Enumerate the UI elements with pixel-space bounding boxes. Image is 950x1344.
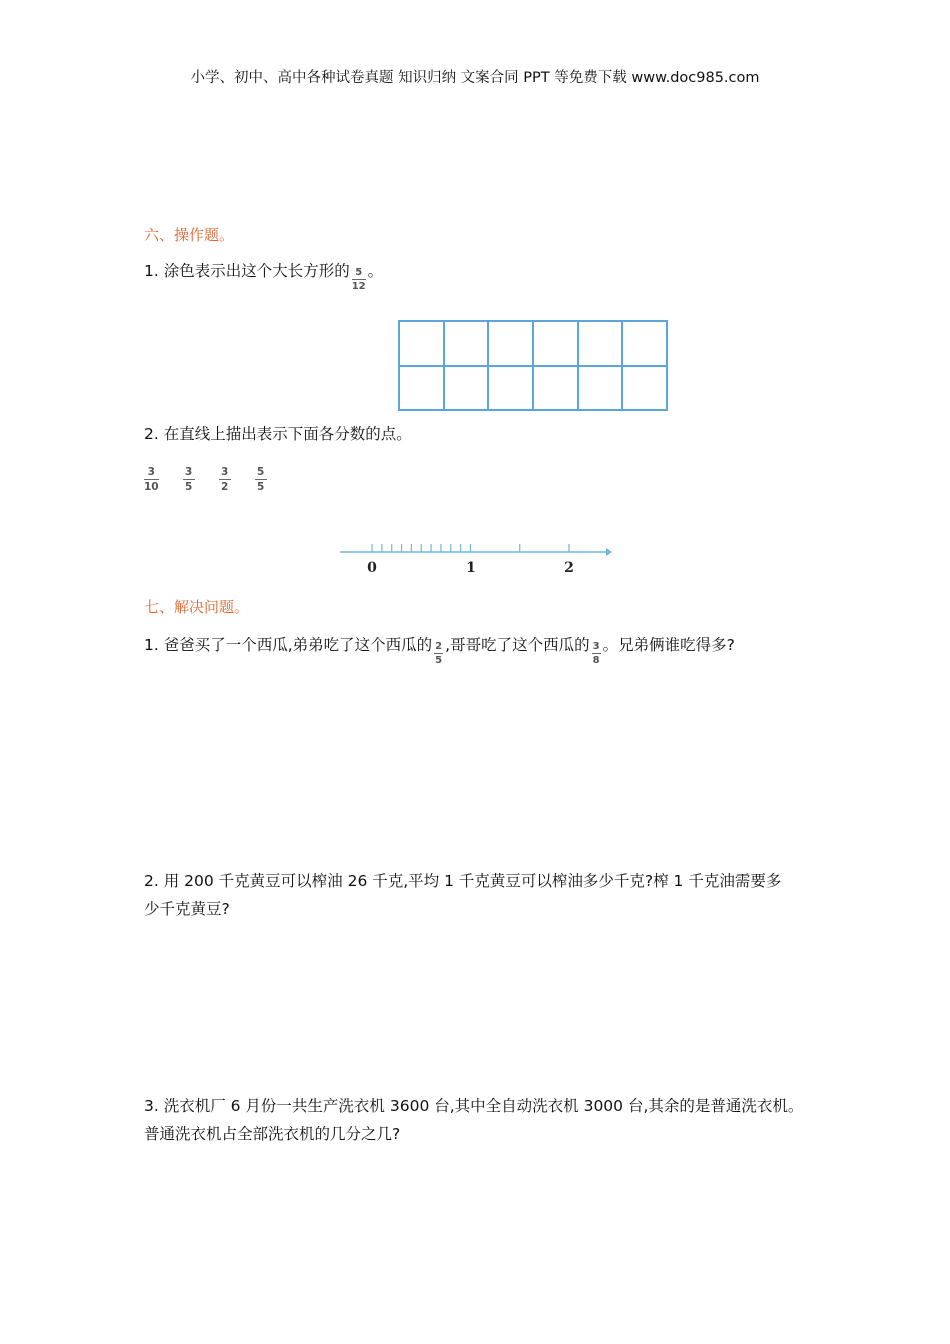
number-line-ticks [372, 544, 569, 552]
question-7-2-line2: 少千克黄豆? [144, 900, 230, 918]
grid-cell[interactable] [622, 366, 667, 411]
question-7-1: 1. 爸爸买了一个西瓜,弟弟吃了这个西瓜的 $\frac{2}{5}$ ,哥哥吃了这个西瓜的 $\frac{3}{8}$ 。兄弟俩谁吃得多? [144, 636, 735, 666]
fraction-3-2: $\frac{3}{2}$ [219, 466, 231, 493]
number-line-arrow-icon [606, 548, 612, 556]
question-7-2-line1: 2. 用 200 千克黄豆可以榨油 26 千克,平均 1 千克黄豆可以榨油多少千克?榨 1 千克油需要多 [144, 872, 782, 890]
axis-label-2: 2 [564, 560, 574, 576]
fraction-3-8: $\frac{3}{8}$ [592, 641, 600, 666]
question-7-3-line2: 普通洗衣机占全部洗衣机的几分之几? [144, 1125, 401, 1143]
grid-cell[interactable] [578, 321, 623, 366]
grid-cell[interactable] [578, 366, 623, 411]
grid-cell[interactable] [399, 366, 444, 411]
question-7-3-line1: 3. 洗衣机厂 6 月份一共生产洗衣机 3600 台,其中全自动洗衣机 3000 台,其余的是普通洗衣机。 [144, 1097, 804, 1115]
fraction-5-5: $\frac{5}{5}$ [255, 466, 267, 493]
page-header: 小学、初中、高中各种试卷真题 知识归纳 文案合同 PPT 等免费下载 www.doc985.com [190, 70, 760, 86]
grid-cell[interactable] [488, 321, 533, 366]
grid-cell[interactable] [533, 366, 578, 411]
grid-cell[interactable] [622, 321, 667, 366]
grid-cell[interactable] [444, 366, 489, 411]
axis-label-0: 0 [367, 560, 377, 576]
grid-cell[interactable] [399, 321, 444, 366]
fraction-3-5: $\frac{3}{5}$ [183, 466, 195, 493]
fraction-list [142, 466, 269, 493]
grid-cell[interactable] [533, 321, 578, 366]
fraction-3-10: $\frac{3}{10}$ [144, 466, 159, 493]
fraction-2-5: $\frac{2}{5}$ [435, 641, 443, 666]
question-6-2: 2. 在直线上描出表示下面各分数的点。 [144, 425, 412, 443]
question-6-1: 1. 涂色表示出这个大长方形的 $\frac{5}{12}$ 。 [144, 262, 384, 292]
number-line[interactable] [338, 538, 618, 578]
grid-cell[interactable] [444, 321, 489, 366]
rectangle-grid[interactable] [398, 320, 668, 411]
question-6-1-text: 1. 涂色表示出这个大长方形的 [144, 262, 350, 280]
grid-cell[interactable] [488, 366, 533, 411]
axis-label-1: 1 [466, 560, 476, 576]
fraction-5-12: $\frac{5}{12}$ [351, 267, 366, 292]
section-6-title: 六、操作题。 [144, 226, 235, 244]
section-7-title: 七、解决问题。 [144, 598, 250, 616]
